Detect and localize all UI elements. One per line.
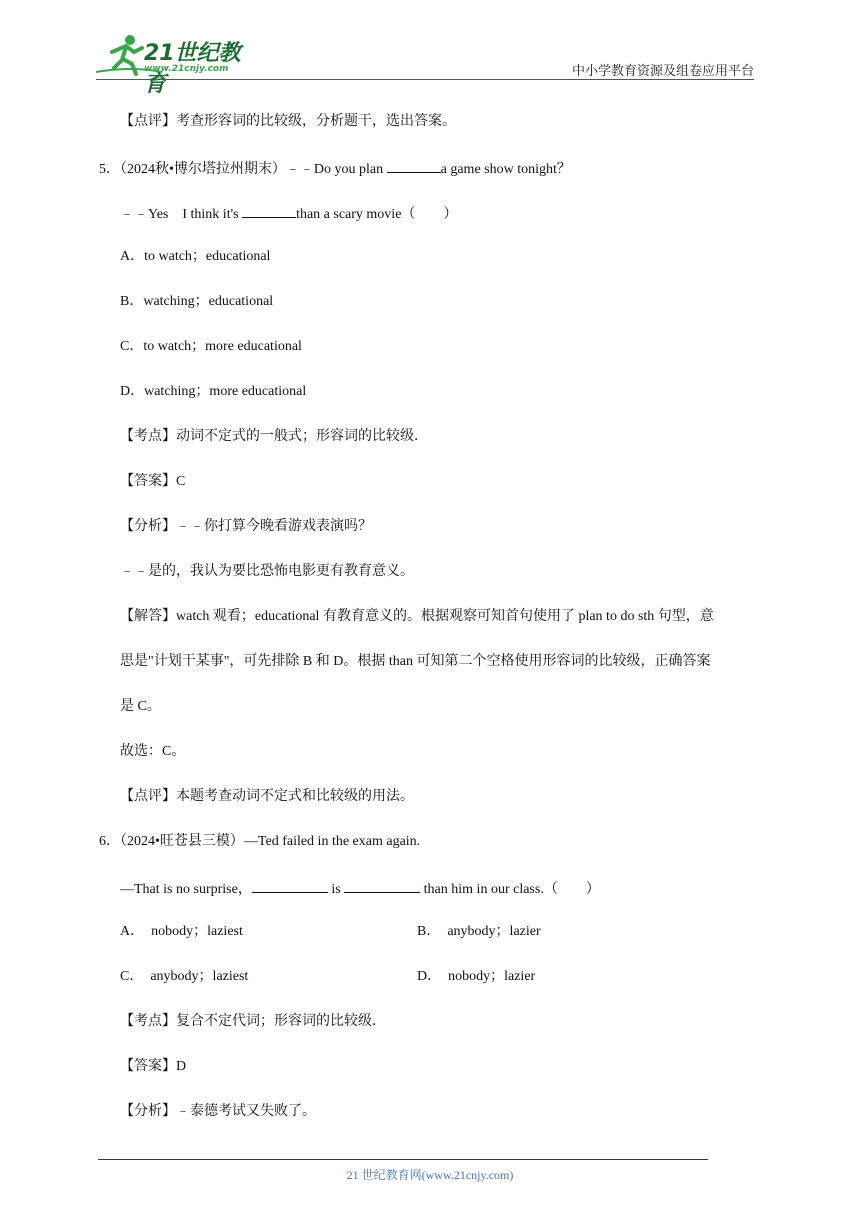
option-d: D．watching；more educational (120, 384, 307, 399)
reply-text-cont: than a scary movie（ ） (296, 207, 458, 222)
question-6 (99, 833, 420, 851)
question-6-reply (120, 878, 600, 899)
blank (344, 878, 420, 893)
option-a: A．to watch；educational (120, 249, 271, 264)
option-b: B． anybody；lazier (417, 924, 541, 939)
blank (252, 878, 328, 893)
solution-line-3: 是 C。 (120, 699, 161, 714)
analysis: 【分析】﹣﹣你打算今晚看游戏表演吗？ (120, 519, 372, 534)
answer: 【答案】C (120, 474, 186, 489)
logo (92, 30, 262, 97)
answer: 【答案】D (120, 1059, 187, 1074)
reply-text-mid: is (327, 882, 345, 897)
reply-text: —That is no surprise， (120, 882, 252, 897)
reply-text: ﹣﹣Yes I think it's (120, 207, 243, 222)
platform-name: 中小学教育资源及组卷应用平台 (571, 63, 754, 78)
footer-text: 21 世纪教育网(www.21cnjy.com) (346, 1168, 514, 1182)
choice-result: 故选：C。 (120, 744, 186, 759)
option-d: D． nobody；lazier (417, 969, 536, 984)
question-5-reply (120, 203, 457, 224)
footer-divider (98, 1159, 708, 1160)
option-b: B．watching；educational (120, 294, 274, 309)
option-c: C． anybody；laziest (120, 969, 249, 984)
solution-line-1: 【解答】watch 观看；educational 有教育意义的。根据观察可知首句使用了 plan to do sth 句型，意 (120, 609, 714, 624)
option-c: C．to watch；more educational (120, 339, 302, 354)
analysis-cont: ﹣﹣是的，我认为要比恐怖电影更有教育意义。 (120, 564, 414, 579)
question-text: （2024秋•博尔塔拉州期末）﹣﹣Do you plan (120, 162, 387, 177)
solution-line-2: 思是"计划干某事"，可先排除 B 和 D。根据 than 可知第二个空格使用形容词的比较级，正确答案 (120, 654, 711, 669)
question-number: 6． (99, 834, 120, 849)
kaodian: 【考点】复合不定代词；形容词的比较级． (120, 1014, 386, 1029)
logo-url: www.21cnjy.com (144, 64, 229, 74)
blank (242, 203, 296, 218)
question-text: （2024•旺苍县三模）—Ted failed in the exam again. (120, 834, 421, 849)
kaodian: 【考点】动词不定式的一般式；形容词的比较级． (120, 429, 428, 444)
question-5 (99, 158, 571, 179)
comment: 【点评】本题考查动词不定式和比较级的用法。 (120, 789, 414, 804)
question-text-cont: a game show tonight？ (440, 162, 571, 177)
blank (387, 158, 441, 173)
logo-text: 21世纪教育 (144, 41, 241, 97)
question-number: 5． (99, 162, 120, 177)
reply-text-end: than him in our class.（ ） (420, 882, 600, 897)
header-divider (96, 79, 754, 80)
analysis: 【分析】﹣泰德考试又失败了。 (120, 1104, 316, 1119)
option-a: A． nobody；laziest (120, 924, 243, 939)
comment-line: 【点评】考查形容词的比较级，分析题干，选出答案。 (120, 114, 456, 129)
